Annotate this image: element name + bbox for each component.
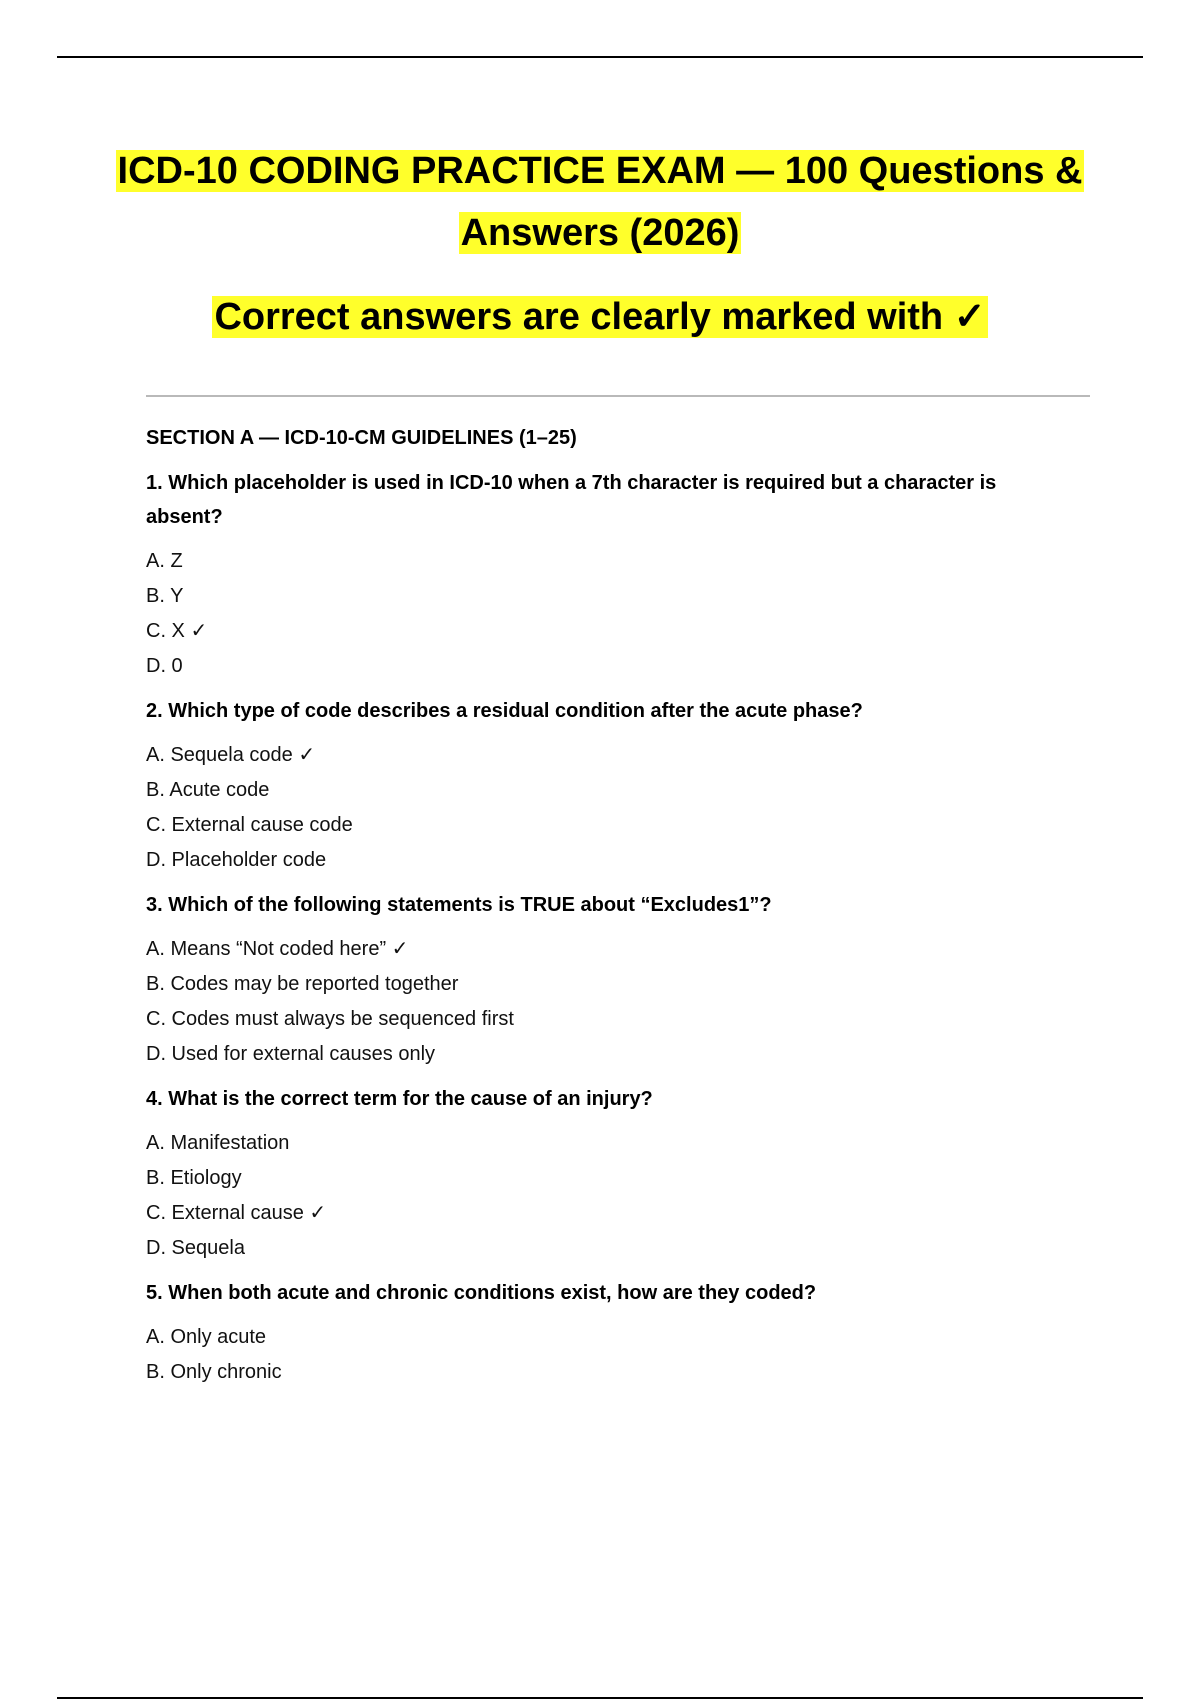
answer-option: B. Y <box>146 585 184 607</box>
answer-option: B. Acute code <box>146 779 270 801</box>
answer-option: D. 0 <box>146 655 183 677</box>
question-text: 2. Which type of code describes a residual condition after the acute phase? <box>146 700 863 722</box>
answer-option: A. Only acute <box>146 1326 267 1348</box>
answer-option: C. External cause code <box>146 814 353 836</box>
question-text: 3. Which of the following statements is TRUE about “Excludes1”? <box>146 894 772 916</box>
question-3 <box>146 888 1066 1072</box>
exam-content <box>146 418 1066 1400</box>
answer-options <box>146 1126 1066 1266</box>
answer-option-correct: A. Means “Not coded here” ✓ <box>146 938 409 960</box>
answer-option: D. Placeholder code <box>146 849 327 871</box>
answer-option-correct: A. Sequela code ✓ <box>146 744 316 766</box>
answer-options <box>146 544 1066 684</box>
answer-option-correct: C. External cause ✓ <box>146 1202 327 1224</box>
question-2 <box>146 694 1066 878</box>
answer-option: D. Used for external causes only <box>146 1043 436 1065</box>
top-rule <box>57 56 1143 58</box>
answer-options <box>146 1320 1066 1390</box>
page-title-text: ICD-10 CODING PRACTICE EXAM — 100 Questions & Answers (2026) <box>117 150 1083 254</box>
question-text: 4. What is the correct term for the cause of an injury? <box>146 1088 653 1110</box>
answer-option: A. Manifestation <box>146 1132 290 1154</box>
answer-option: D. Sequela <box>146 1237 245 1259</box>
answer-options <box>146 738 1066 878</box>
title-block <box>100 140 1100 348</box>
bottom-rule <box>57 1697 1143 1699</box>
question-5 <box>146 1276 1066 1390</box>
answer-option: B. Codes may be reported together <box>146 973 459 995</box>
answer-option-correct: C. X ✓ <box>146 620 208 642</box>
answer-option: A. Z <box>146 550 183 572</box>
question-text: 1. Which placeholder is used in ICD-10 when a 7th character is required but a character is absent? <box>146 472 997 528</box>
answer-option: B. Only chronic <box>146 1361 282 1383</box>
section-divider <box>146 395 1090 397</box>
page-subtitle <box>100 286 1100 348</box>
answer-option: C. Codes must always be sequenced first <box>146 1008 514 1030</box>
question-4 <box>146 1082 1066 1266</box>
page-title <box>100 140 1100 264</box>
page-subtitle-text: Correct answers are clearly marked with ✓ <box>214 296 986 338</box>
question-text: 5. When both acute and chronic conditions exist, how are they coded? <box>146 1282 817 1304</box>
question-1 <box>146 466 1066 684</box>
answer-options <box>146 932 1066 1072</box>
answer-option: B. Etiology <box>146 1167 242 1189</box>
section-heading: SECTION A — ICD-10-CM GUIDELINES (1–25) <box>146 427 577 449</box>
